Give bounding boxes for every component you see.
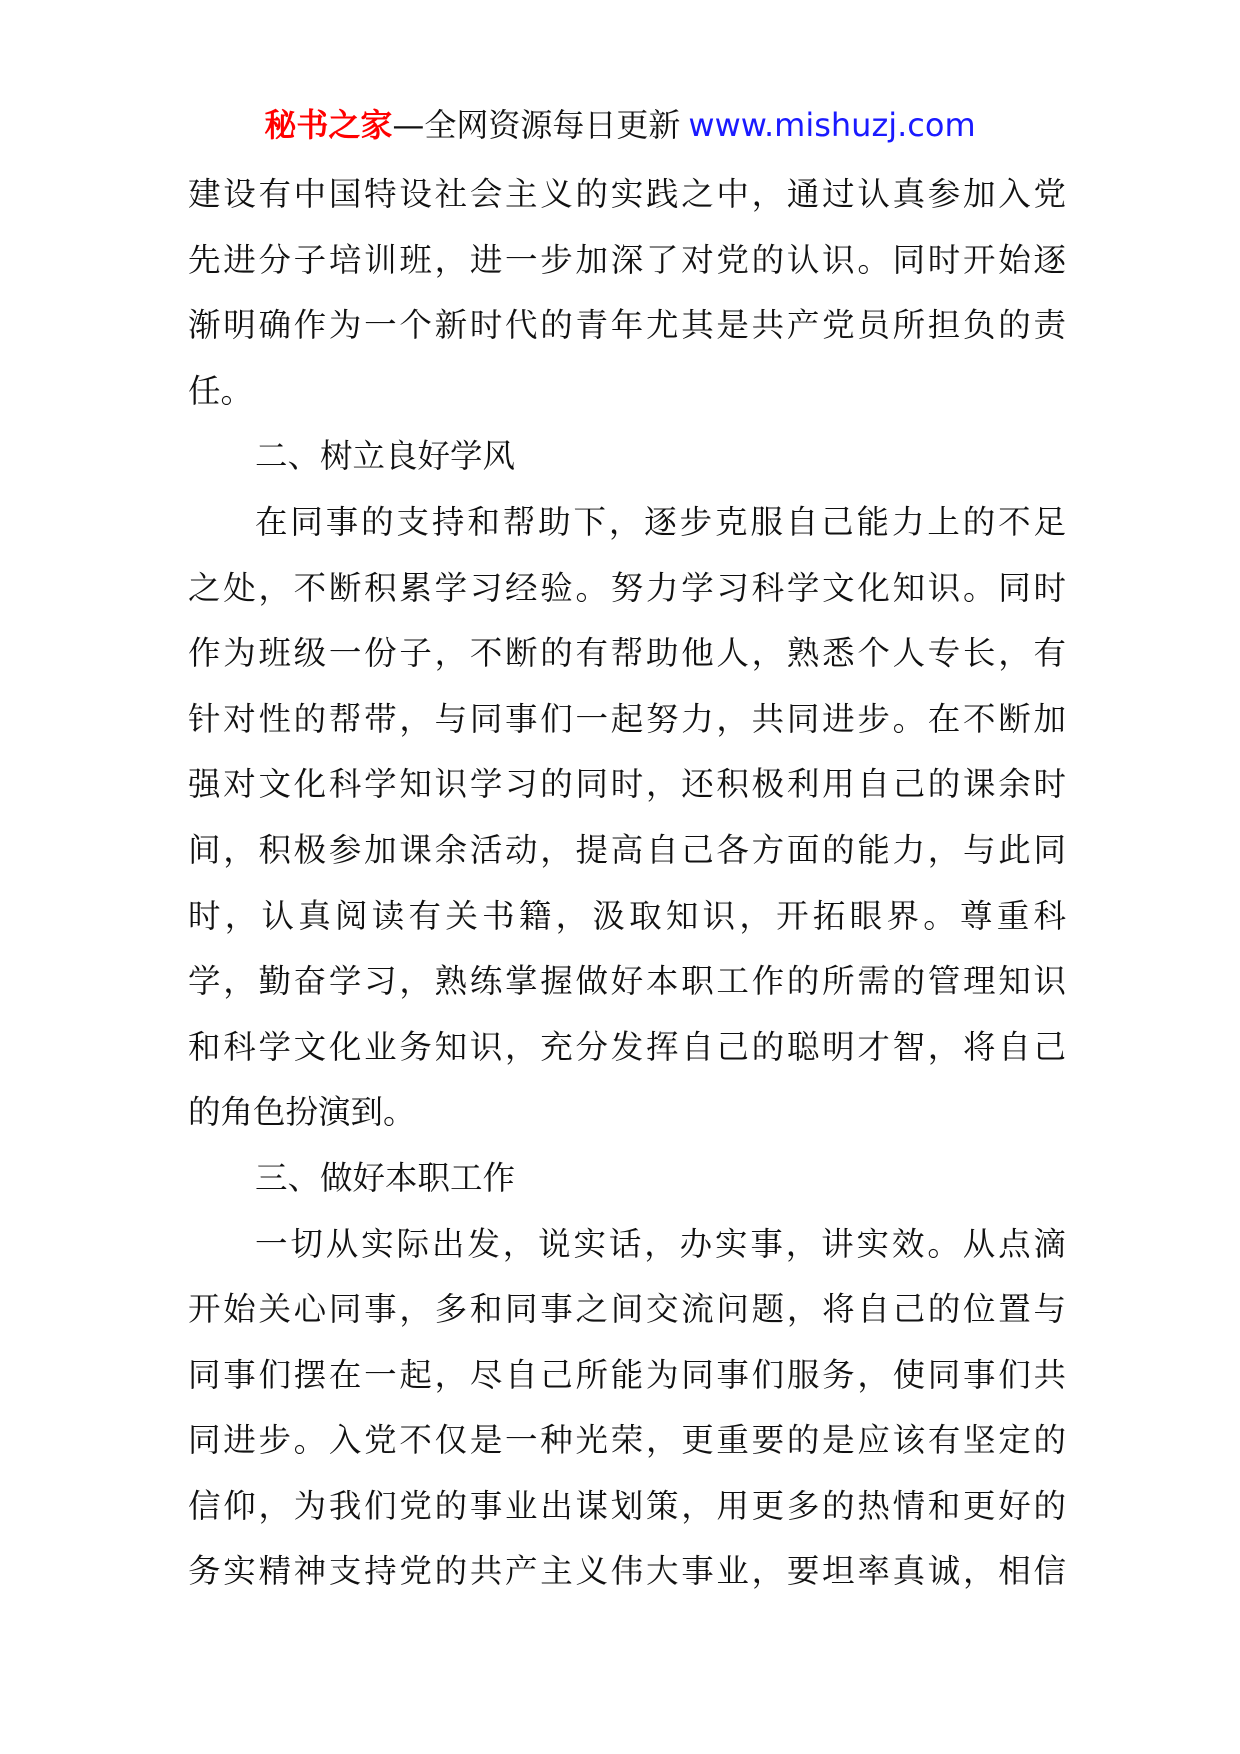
body-line: 同事们摆在一起，尽自己所能为同事们服务，使同事们共 — [188, 1355, 1066, 1394]
body-line: 渐明确作为一个新时代的青年尤其是共产党员所担负的责 — [188, 306, 1066, 345]
section-heading: 二、树立良好学风 — [255, 437, 516, 476]
body-line: 的角色扮演到。 — [188, 1093, 416, 1132]
body-line: 信仰，为我们党的事业出谋划策，用更多的热情和更好的 — [188, 1486, 1066, 1525]
body-line: 作为班级一份子，不断的有帮助他人，熟悉个人专长，有 — [188, 634, 1066, 673]
body-line: 建设有中国特设社会主义的实践之中，通过认真参加入党 — [188, 175, 1066, 213]
body-line: 间，积极参加课余活动，提高自己各方面的能力，与此同 — [188, 830, 1066, 869]
body-line: 和科学文化业务知识，充分发挥自己的聪明才智，将自己 — [188, 1027, 1066, 1066]
document-body — [188, 162, 1066, 1605]
body-line: 之处，不断积累学习经验。努力学习科学文化知识。同时 — [188, 568, 1066, 607]
body-line: 时，认真阅读有关书籍，汲取知识，开拓眼界。尊重科 — [188, 896, 1066, 935]
body-line: 务实精神支持党的共产主义伟大事业，要坦率真诚，相信 — [188, 1552, 1066, 1591]
body-line: 在同事的支持和帮助下，逐步克服自己能力上的不足 — [255, 502, 1066, 541]
body-line: 先进分子培训班，进一步加深了对党的认识。同时开始逐 — [188, 240, 1066, 279]
body-line: 任。 — [188, 371, 254, 410]
header-tagline: —全网资源每日更新 — [392, 106, 681, 144]
site-url-link[interactable]: www.mishuzj.com — [688, 106, 976, 144]
body-line: 学，勤奋学习，熟练掌握做好本职工作的所需的管理知识 — [188, 962, 1066, 1001]
section-heading: 三、做好本职工作 — [255, 1158, 516, 1197]
body-line: 强对文化科学知识学习的同时，还积极利用自己的课余时 — [188, 765, 1066, 804]
body-line: 一切从实际出发，说实话，办实事，讲实效。从点滴 — [255, 1224, 1066, 1263]
brand-name: 秘书之家 — [264, 106, 393, 144]
body-line: 开始关心同事，多和同事之间交流问题，将自己的位置与 — [188, 1290, 1066, 1329]
body-line: 针对性的帮带，与同事们一起努力，共同进步。在不断加 — [188, 699, 1066, 738]
site-header — [0, 100, 1240, 150]
body-line: 同进步。入党不仅是一种光荣，更重要的是应该有坚定的 — [188, 1421, 1066, 1460]
